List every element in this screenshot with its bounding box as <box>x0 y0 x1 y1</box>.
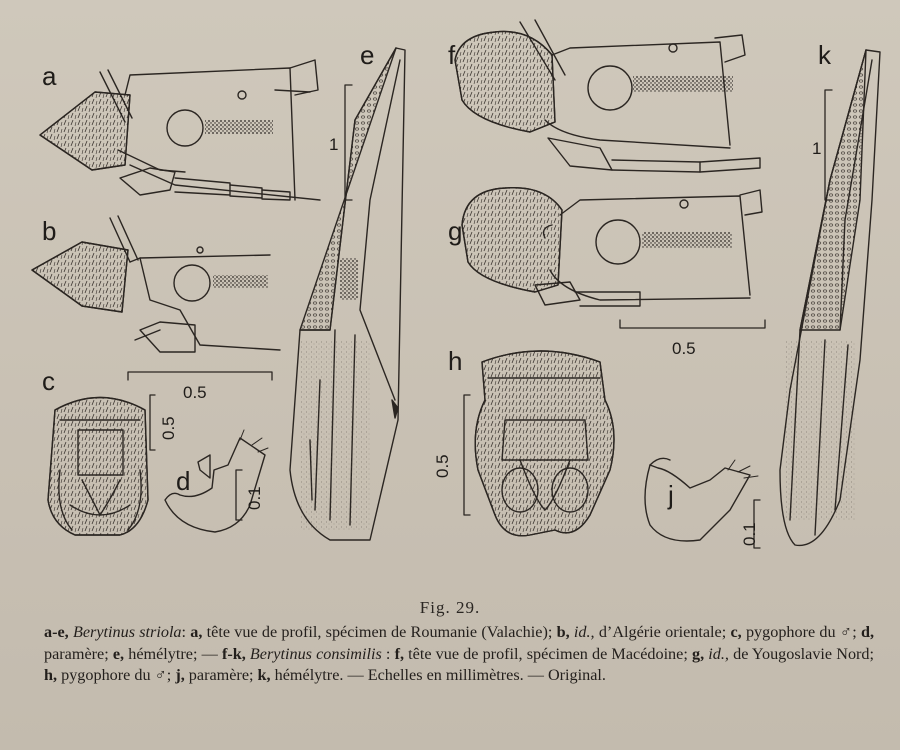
scale-label-h: 0.5 <box>433 454 452 478</box>
scale-label-c: 0.5 <box>159 416 178 440</box>
drawing-e <box>290 48 405 540</box>
drawing-f <box>455 20 760 172</box>
scale-label-e: 1 <box>329 135 339 154</box>
caption-ref-j: j, <box>175 666 185 684</box>
label-g: g <box>448 216 463 246</box>
caption-ref-a: a, <box>190 623 203 641</box>
drawing-k <box>780 50 880 545</box>
label-e: e <box>360 40 375 70</box>
drawing-a <box>40 60 320 200</box>
caption-range-fk: f-k, <box>221 644 246 663</box>
figure-caption: a-e, Berytinus striola: a, tête vue de profil, spécimen de Roumanie (Valachie); b, id., d’Algérie orientale; c, pygophore du ♂; d, paramère; e, hémélytre; — f-k, Berytinus consimilis : f, tête vue de profil, spécimen de Macédoine; g, id., de Yougoslavie Nord; h, pygophore du ♂; j, paramère; k, hémélytre. — Echelles en millimètres. — Original. <box>44 623 875 684</box>
caption-ref-c: c, <box>730 623 742 641</box>
drawing-c <box>48 398 148 536</box>
label-h: h <box>448 346 463 376</box>
caption-ref-f: f, <box>394 644 404 663</box>
scale-label-d: 0.1 <box>245 486 264 510</box>
drawing-h <box>475 351 614 536</box>
caption-species-1: Berytinus striola <box>72 623 182 641</box>
label-f: f <box>448 40 456 70</box>
caption-ref-d: d, <box>860 623 875 641</box>
caption-ref-h: h, <box>44 666 58 684</box>
label-a: a <box>42 61 57 91</box>
scale-label-k: 1 <box>812 139 822 158</box>
caption-ref-b: b, <box>556 623 570 641</box>
label-j: j <box>668 480 674 510</box>
label-d: d <box>176 466 191 496</box>
drawing-g <box>462 188 762 306</box>
label-c: c <box>42 366 55 396</box>
caption-ref-g: g, <box>691 644 705 663</box>
scale-label-j: 0.1 <box>740 522 759 546</box>
figure-title: Fig. 29. <box>419 598 481 617</box>
caption-ref-k: k, <box>257 666 271 684</box>
label-k: k <box>818 40 831 70</box>
caption-ref-e: e, <box>112 644 125 663</box>
caption-species-2: Berytinus consimilis <box>245 644 382 663</box>
caption-range-ae: a-e, <box>44 623 69 641</box>
scale-label-fg: 0.5 <box>672 339 696 358</box>
scale-label-ab: 0.5 <box>183 383 207 402</box>
drawing-b <box>32 216 280 352</box>
label-b: b <box>42 216 57 246</box>
